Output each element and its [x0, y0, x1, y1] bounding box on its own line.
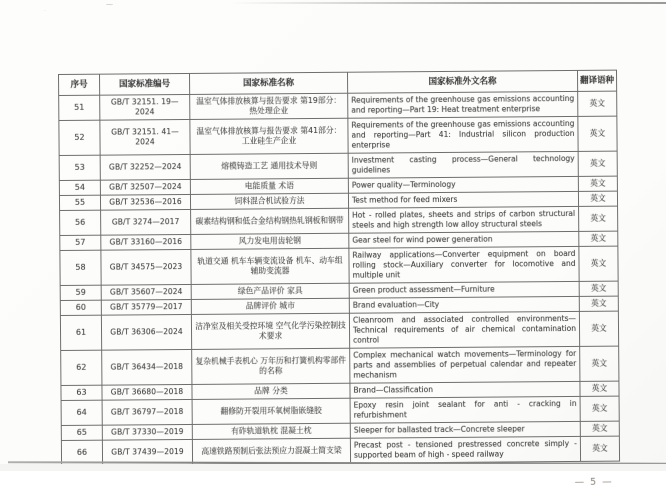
cell-translation-language: 英文: [580, 436, 619, 461]
cell-standard-name-cn: 翻修防开裂用环氧树脂嵌缝胶: [192, 398, 350, 424]
cell-standard-name-en: Complex mechanical watch movements—Terminology for parts and assemblies of perpetual calendar and repeater mechanism: [350, 346, 580, 383]
cell-translation-language: 英文: [578, 116, 617, 151]
cell-standard-name-cn: 熔模铸造工艺 通用技术导则: [190, 153, 348, 179]
cell-standard-code: GB/T 32536—2016: [100, 194, 190, 210]
cell-standard-name-en: Epoxy resin joint sealant for anti - cracking in refurbishment: [350, 396, 580, 423]
cell-standard-name-cn: 碳素结构钢和低合金结构钢热轧钢板和钢带: [191, 208, 349, 234]
cell-index: 66: [61, 440, 102, 465]
cell-index: 65: [61, 425, 102, 440]
cell-index: 52: [59, 120, 100, 155]
cell-translation-language: 英文: [579, 311, 618, 346]
cell-standard-name-en: Green product assessment—Furniture: [349, 281, 579, 298]
table-body: [59, 91, 620, 465]
scan-smudge: ⁓: [106, 1, 113, 9]
cell-standard-name-en: Precast post - tensioned prestressed concrete simply - supported beam of high - speed railway: [350, 436, 580, 463]
cell-translation-language: 英文: [580, 346, 619, 381]
cell-translation-language: 英文: [580, 381, 619, 396]
cell-standard-name-cn: 有砟轨道轨枕 混凝土枕: [192, 423, 350, 439]
cell-translation-language: 英文: [578, 151, 617, 176]
cell-standard-code: GB/T 32151. 19—2024: [100, 94, 190, 120]
cell-translation-language: 英文: [579, 246, 618, 281]
cell-translation-language: 英文: [578, 191, 617, 206]
cell-translation-language: 英文: [580, 396, 619, 421]
cell-standard-code: GB/T 34575—2023: [101, 249, 191, 285]
cell-index: 58: [60, 250, 101, 285]
cell-standard-name-en: Investment casting process—General technology guidelines: [348, 151, 578, 178]
scan-smudge-small: ·: [44, 8, 46, 15]
cell-standard-name-cn: 饲料混合机试验方法: [190, 193, 348, 209]
cell-translation-language: 英文: [578, 176, 617, 191]
cell-standard-name-en: Hot - rolled plates, sheets and strips of carbon structural steels and high strength low alloy structural steels: [349, 206, 579, 233]
cell-standard-code: GB/T 36434—2018: [102, 349, 192, 385]
cell-standard-name-en: Brand evaluation—City: [349, 296, 579, 313]
col-header-index: 序号: [59, 74, 100, 95]
cell-standard-name-en: Requirements of the greenhouse gas emissions accounting and reporting—Part 41: Industrial silicon production enterprise: [348, 116, 578, 153]
cell-standard-name-en: Requirements of the greenhouse gas emissions accounting and reporting—Part 19: Heat treatment enterprise: [348, 91, 578, 118]
cell-standard-code: GB/T 3274—2017: [101, 209, 191, 235]
cell-index: 60: [60, 300, 101, 315]
cell-standard-code: GB/T 32151. 41—2024: [100, 119, 190, 155]
cell-standard-name-cn: 轨道交通 机车车辆变流设备 机车、动车组辅助变流器: [191, 248, 349, 284]
cell-standard-name-cn: 电能质量 术语: [190, 178, 348, 194]
cell-translation-language: 英文: [579, 231, 618, 246]
cell-index: 63: [61, 385, 102, 400]
cell-standard-code: GB/T 36680—2018: [102, 384, 192, 400]
cell-standard-name-cn: 温室气体排放核算与报告要求 第41部分：工业硅生产企业: [190, 118, 348, 154]
cell-standard-name-en: Sleeper for ballasted track—Concrete sleeper: [350, 421, 580, 438]
cell-standard-name-cn: 复杂机械手表机心 万年历和打簧机构零部件的名称: [192, 348, 350, 384]
cell-standard-name-en: Gear steel for wind power generation: [349, 231, 579, 248]
cell-index: 56: [60, 210, 101, 235]
col-header-standard-code: 国家标准编号: [100, 73, 190, 95]
cell-index: 61: [60, 315, 101, 350]
cell-standard-name-cn: 高速铁路预制后张法预应力混凝土简支梁: [192, 438, 350, 464]
cell-standard-code: GB/T 37330—2019: [102, 424, 192, 440]
col-header-standard-name-en: 国家标准外文名称: [347, 70, 577, 93]
cell-standard-code: GB/T 35779—2017: [101, 299, 191, 315]
cell-standard-name-en: Power quality—Terminology: [348, 176, 578, 193]
cell-standard-name-cn: 品牌 分类: [192, 383, 350, 399]
cell-standard-name-en: Brand—Classification: [350, 381, 580, 398]
cell-standard-code: GB/T 33160—2016: [101, 234, 191, 250]
cell-standard-name-en: Railway applications—Converter equipment on board rolling stock—Auxiliary converter for locomotive and multiple unit: [349, 246, 579, 283]
page-content: [58, 70, 619, 492]
standards-table: [58, 70, 620, 466]
cell-standard-name-cn: 温室气体排放核算与报告要求 第19部分：热处理企业: [190, 93, 348, 119]
cell-index: 59: [60, 285, 101, 300]
cell-standard-name-en: Cleanroom and associated controlled environments—Technical requirements of air chemical contamination control: [349, 311, 579, 348]
table-row: [59, 116, 617, 155]
cell-index: 57: [60, 235, 101, 250]
cell-standard-code: GB/T 32507—2024: [100, 179, 190, 195]
cell-standard-name-cn: 洁净室及相关受控环境 空气化学污染控制技术要求: [191, 313, 349, 349]
table-row: [61, 346, 619, 385]
cell-standard-code: GB/T 35607—2024: [101, 284, 191, 300]
page-number: — 5 —: [574, 476, 614, 488]
cell-translation-language: 英文: [580, 421, 619, 436]
cell-standard-code: GB/T 36306—2024: [101, 314, 191, 350]
cell-index: 55: [59, 195, 100, 210]
cell-standard-name-cn: 绿色产品评价 家具: [191, 283, 349, 299]
cell-translation-language: 英文: [578, 91, 617, 116]
cell-translation-language: 英文: [579, 281, 618, 296]
cell-index: 64: [61, 400, 102, 425]
cell-standard-name-en: Test method for feed mixers: [348, 191, 578, 208]
cell-index: 62: [61, 350, 102, 385]
cell-standard-code: GB/T 32252—2024: [100, 154, 190, 180]
cell-standard-name-cn: 风力发电用齿轮钢: [191, 233, 349, 249]
cell-standard-code: GB/T 36797—2018: [102, 399, 192, 425]
table-row: [60, 246, 618, 285]
cell-index: 51: [59, 95, 100, 120]
scanner-background: [0, 464, 666, 471]
table-row: [60, 311, 618, 350]
cell-translation-language: 英文: [579, 206, 618, 231]
cell-translation-language: 英文: [579, 296, 618, 311]
cell-standard-code: GB/T 37439—2019: [102, 439, 192, 465]
col-header-standard-name-cn: 国家标准名称: [189, 72, 347, 94]
cell-index: 53: [59, 155, 100, 180]
cell-index: 54: [59, 180, 100, 195]
page-top-edge: [230, 2, 666, 4]
cell-standard-name-cn: 品牌评价 城市: [191, 298, 349, 314]
col-header-translation-language: 翻译语种: [577, 70, 616, 91]
